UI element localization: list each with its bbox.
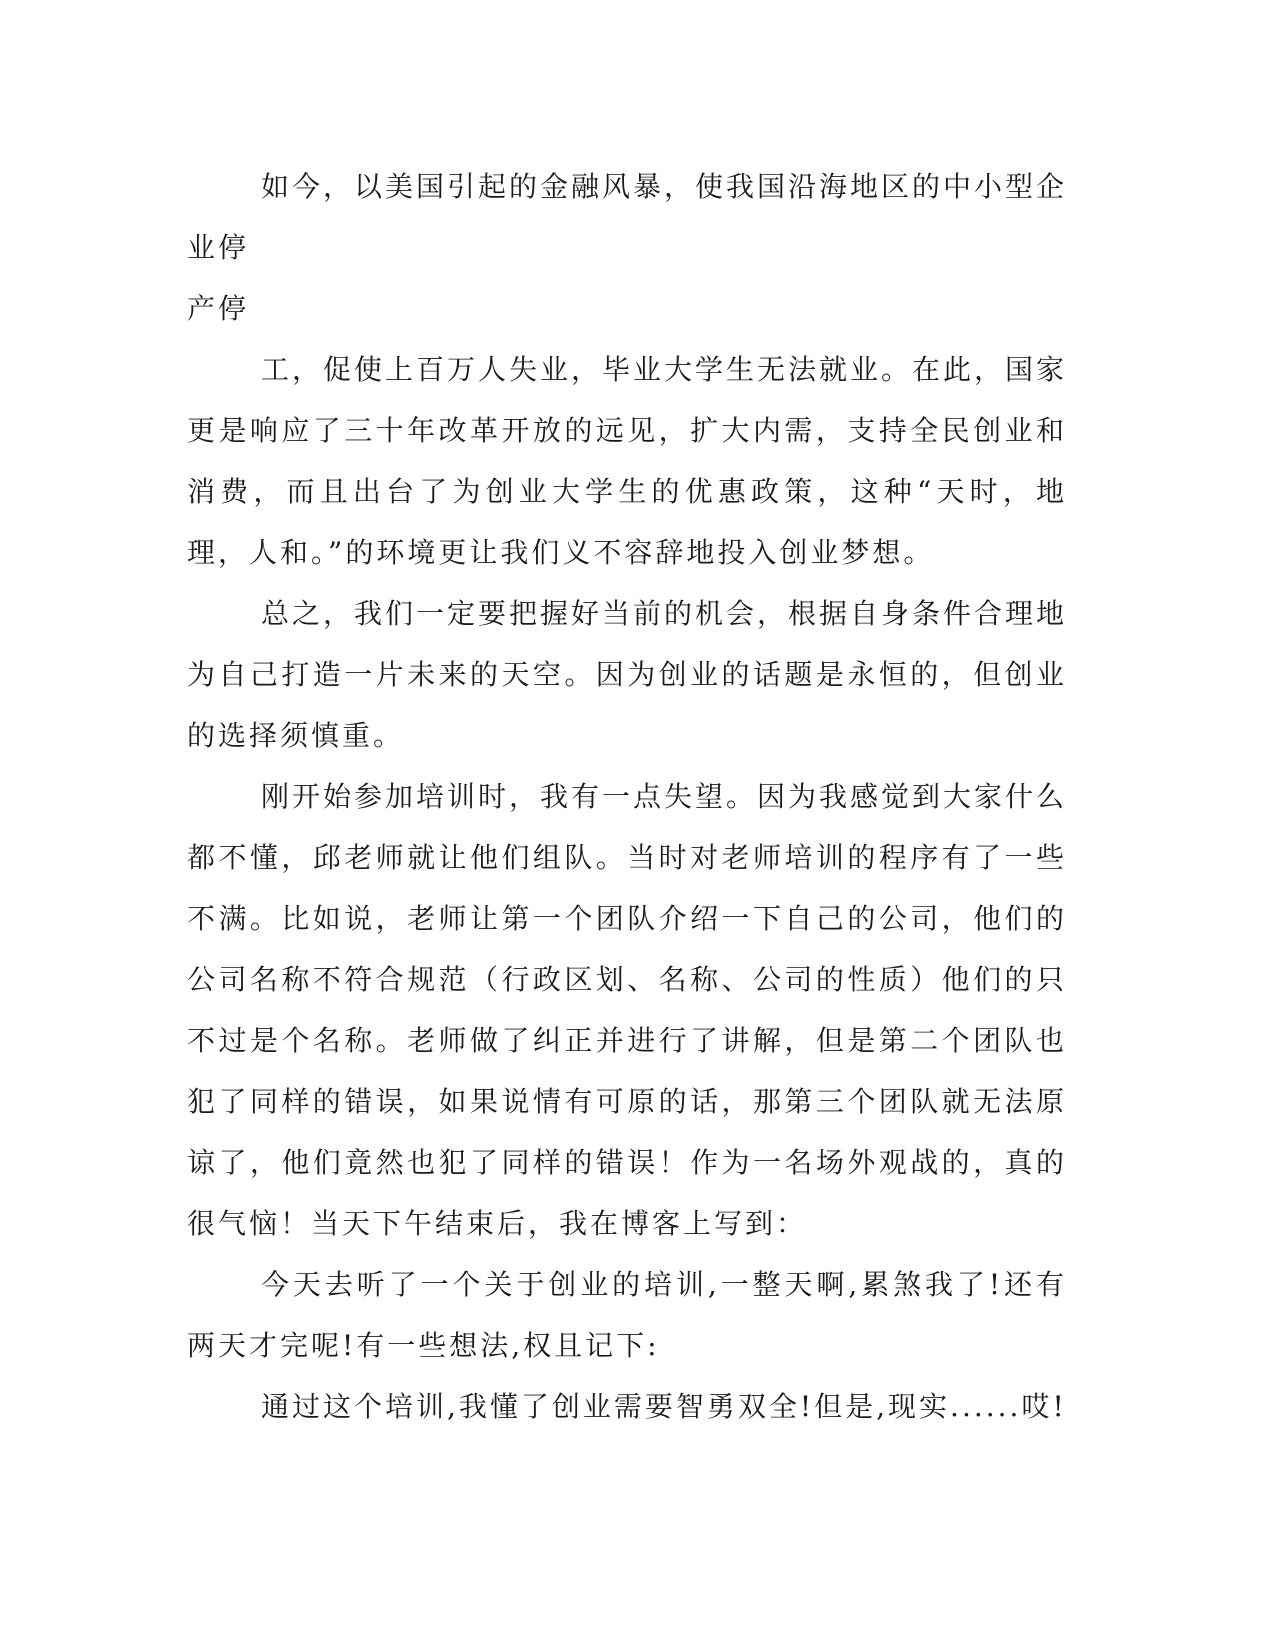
paragraph-blog-reflection: 通过这个培训,我懂了创业需要智勇双全!但是,现实......哎! — [261, 1390, 1067, 1423]
paragraph-training-experience: 刚开始参加培训时，我有一点失望。因为我感觉到大家什么都不懂，邱老师就让他们组队。当时对老师培训的程序有了一些不满。比如说，老师让第一个团队介绍一下自己的公司，他们的公司名称不符合规范（行政区划、名称、公司的性质）他们的只不过是个名称。老师做了纠正并进行了讲解，但是第二个团队也犯了同样的错误，如果说情有可原的话，那第三个团队就无法原谅了，他们竟然也犯了同样的错误！作为一名场外观战的，真的很气恼！当天下午结束后，我在博客上写到： — [187, 780, 1068, 1240]
paragraph-blog-entry: 今天去听了一个关于创业的培训,一整天啊,累煞我了!还有两天才完呢!有一些想法,权且记下: — [187, 1268, 1067, 1362]
paragraph-continuation: 产停 — [187, 292, 250, 325]
paragraph-conclusion: 总之，我们一定要把握好当前的机会，根据自身条件合理地为自己打造一片未来的天空。因为创业的话题是永恒的，但创业的选择须慎重。 — [187, 597, 1068, 752]
document-body — [187, 156, 1067, 1437]
paragraph-financial-crisis: 如今，以美国引起的金融风暴，使我国沿海地区的中小型企业停 — [187, 170, 1068, 264]
paragraph-national-policy: 工，促使上百万人失业，毕业大学生无法就业。在此，国家更是响应了三十年改革开放的远见，扩大内需，支持全民创业和消费，而且出台了为创业大学生的优惠政策，这种“天时，地理，人和。”的环境更让我们义不容辞地投入创业梦想。 — [187, 353, 1068, 569]
